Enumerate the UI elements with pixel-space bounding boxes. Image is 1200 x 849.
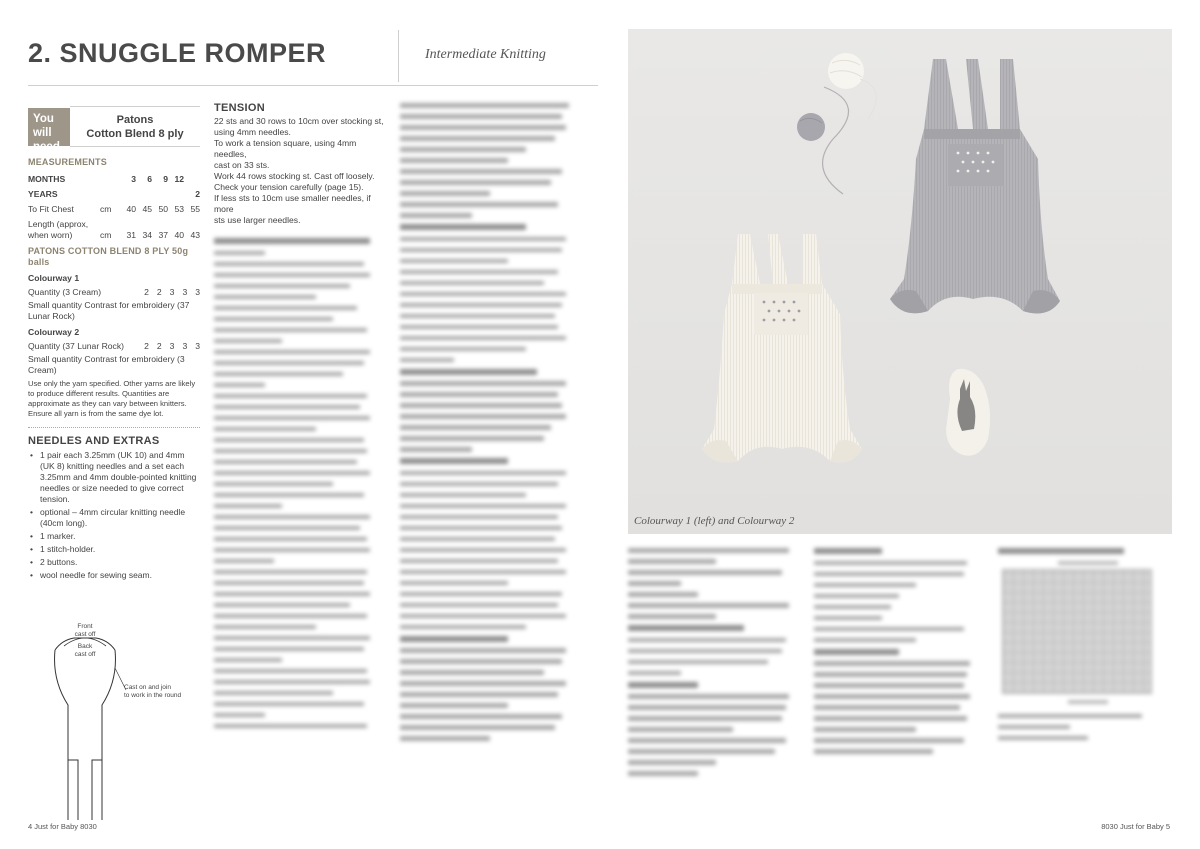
yarn-type: Cotton Blend 8 ply bbox=[86, 128, 184, 140]
tension-line: Work 44 rows stocking st. Cast off loosely. bbox=[214, 171, 375, 181]
yarn-name bbox=[76, 113, 194, 141]
skill-level: Intermediate Knitting bbox=[425, 47, 546, 62]
needles-list bbox=[28, 450, 200, 581]
label-line: cast off bbox=[74, 631, 96, 638]
label-line: Cast on and join bbox=[124, 684, 171, 691]
length-value: 43 bbox=[190, 230, 200, 240]
month-value: 6 bbox=[147, 174, 152, 184]
chest-value: 55 bbox=[190, 204, 200, 214]
embroidery-diagram-blurred bbox=[998, 548, 1178, 773]
qty: 3 bbox=[182, 287, 188, 297]
chest-row bbox=[28, 202, 200, 217]
length-label-1: Length (approx, bbox=[28, 219, 89, 229]
photo-caption: Colourway 1 (left) and Colourway 2 bbox=[634, 515, 795, 527]
needles-heading: NEEDLES AND EXTRAS bbox=[28, 435, 160, 447]
length-label bbox=[28, 217, 100, 243]
month-value: 9 bbox=[163, 174, 168, 184]
tension-line: cast on 33 sts. bbox=[214, 160, 270, 170]
pattern-column-3-blurred bbox=[628, 548, 803, 818]
you-will-need-badge bbox=[28, 108, 70, 153]
chest-value: 53 bbox=[174, 204, 184, 214]
colourway-2-contrast: Small quantity Contrast for embroidery (3 Cream) bbox=[28, 354, 185, 375]
label-line: Front bbox=[77, 623, 93, 630]
chest-label: To Fit Chest bbox=[28, 204, 74, 214]
tension-line: To work a tension square, using 4mm needles, bbox=[214, 138, 357, 159]
length-row bbox=[28, 217, 200, 243]
colourway-1-label: Colourway 1 bbox=[28, 273, 80, 283]
list-item: • 1 pair each 3.25mm (UK 10) and 4mm (UK 8) knitting needles and a set each 3.25mm and 4mm double-pointed knitting needles or size needed to give correct tension. bbox=[28, 450, 200, 505]
page-title: 2. SNUGGLE ROMPER bbox=[28, 38, 327, 68]
list-item: • wool needle for sewing seam. bbox=[28, 570, 200, 581]
months-label: MONTHS bbox=[28, 174, 66, 184]
length-value: 37 bbox=[158, 230, 168, 240]
materials-column bbox=[28, 155, 200, 583]
cast-on-label bbox=[124, 684, 200, 700]
yarn-rule-bottom bbox=[70, 146, 200, 147]
chest-value: 50 bbox=[158, 204, 168, 214]
label-line: Back bbox=[77, 643, 93, 650]
month-value: 12 bbox=[174, 174, 184, 184]
measurements-heading: MEASUREMENTS bbox=[28, 157, 107, 167]
back-cast-off-label bbox=[70, 643, 100, 659]
length-unit: cm bbox=[100, 230, 112, 240]
tension-heading: TENSION bbox=[214, 102, 265, 114]
list-item: • 2 buttons. bbox=[28, 557, 200, 568]
qty: 3 bbox=[195, 287, 200, 297]
quantity-values bbox=[144, 341, 200, 352]
colourway-2-label: Colourway 2 bbox=[28, 327, 80, 337]
length-label-2: when worn) bbox=[28, 230, 73, 240]
title-rule bbox=[28, 85, 598, 86]
colourway-1-quantity bbox=[28, 287, 200, 298]
length-value: 31 bbox=[126, 230, 136, 240]
yarn-heading: PATONS COTTON BLEND 8 PLY 50g balls bbox=[28, 246, 189, 267]
length-value: 34 bbox=[142, 230, 152, 240]
chest-value: 40 bbox=[126, 204, 136, 214]
romper-schematic bbox=[40, 620, 200, 820]
month-value: 3 bbox=[131, 174, 136, 184]
folio-right: 8030 Just for Baby 5 bbox=[1101, 822, 1170, 831]
qty: 2 bbox=[156, 341, 162, 351]
quantity-label: Quantity (37 Lunar Rock) bbox=[28, 341, 125, 351]
dotted-divider bbox=[28, 427, 200, 428]
badge-line-2: need bbox=[33, 141, 60, 153]
romper-photo bbox=[628, 29, 1172, 534]
pattern-column-1-blurred bbox=[214, 238, 384, 813]
front-cast-off-label bbox=[70, 623, 100, 639]
chest-unit: cm bbox=[100, 204, 112, 214]
qty: 3 bbox=[182, 341, 188, 351]
label-line: to work in the round bbox=[124, 692, 182, 699]
colourway-2-quantity bbox=[28, 341, 200, 352]
qty: 3 bbox=[169, 287, 175, 297]
list-item: • 1 stitch-holder. bbox=[28, 544, 200, 555]
tension-line: sts use larger needles. bbox=[214, 215, 301, 225]
tension-line: using 4mm needles. bbox=[214, 127, 291, 137]
qty: 2 bbox=[144, 287, 149, 297]
tension-section bbox=[214, 103, 386, 226]
quantity-values bbox=[144, 287, 200, 298]
pattern-column-2-blurred bbox=[400, 103, 580, 813]
pattern-column-4-blurred bbox=[814, 548, 984, 818]
qty: 2 bbox=[144, 341, 149, 351]
colourway-1-contrast: Small quantity Contrast for embroidery (37 Lunar Rock) bbox=[28, 300, 190, 321]
qty: 3 bbox=[195, 341, 200, 351]
months-row bbox=[28, 172, 200, 187]
year-value: 2 bbox=[195, 189, 200, 199]
badge-line-1: You will bbox=[33, 113, 54, 139]
list-item: • optional – 4mm circular knitting needle (40cm long). bbox=[28, 507, 200, 529]
schematic-drawing bbox=[40, 620, 200, 820]
title-divider bbox=[398, 30, 399, 82]
label-line: cast off bbox=[74, 651, 96, 658]
yarn-note: Use only the yarn specified. Other yarns are likely to produce different results. Quantities are approximate as they can vary between knitters. Ensure all yarn is from the same dye lot. bbox=[28, 379, 196, 418]
list-item: • 1 marker. bbox=[28, 531, 200, 542]
chest-value: 45 bbox=[142, 204, 152, 214]
qty: 3 bbox=[169, 341, 175, 351]
folio-left: 4 Just for Baby 8030 bbox=[28, 822, 97, 831]
years-row bbox=[28, 187, 200, 202]
tension-line: If less sts to 10cm use smaller needles, if more bbox=[214, 193, 371, 214]
romper-photo-illustration bbox=[628, 29, 1172, 534]
yarn-brand: Patons bbox=[116, 114, 154, 126]
qty: 2 bbox=[156, 287, 162, 297]
length-value: 40 bbox=[174, 230, 184, 240]
years-label: YEARS bbox=[28, 189, 58, 199]
yarn-rule-top bbox=[70, 106, 200, 107]
tension-line: 22 sts and 30 rows to 10cm over stocking st, bbox=[214, 116, 384, 126]
tension-line: Check your tension carefully (page 15). bbox=[214, 182, 364, 192]
measurements-table bbox=[28, 172, 200, 243]
quantity-label: Quantity (3 Cream) bbox=[28, 287, 102, 297]
